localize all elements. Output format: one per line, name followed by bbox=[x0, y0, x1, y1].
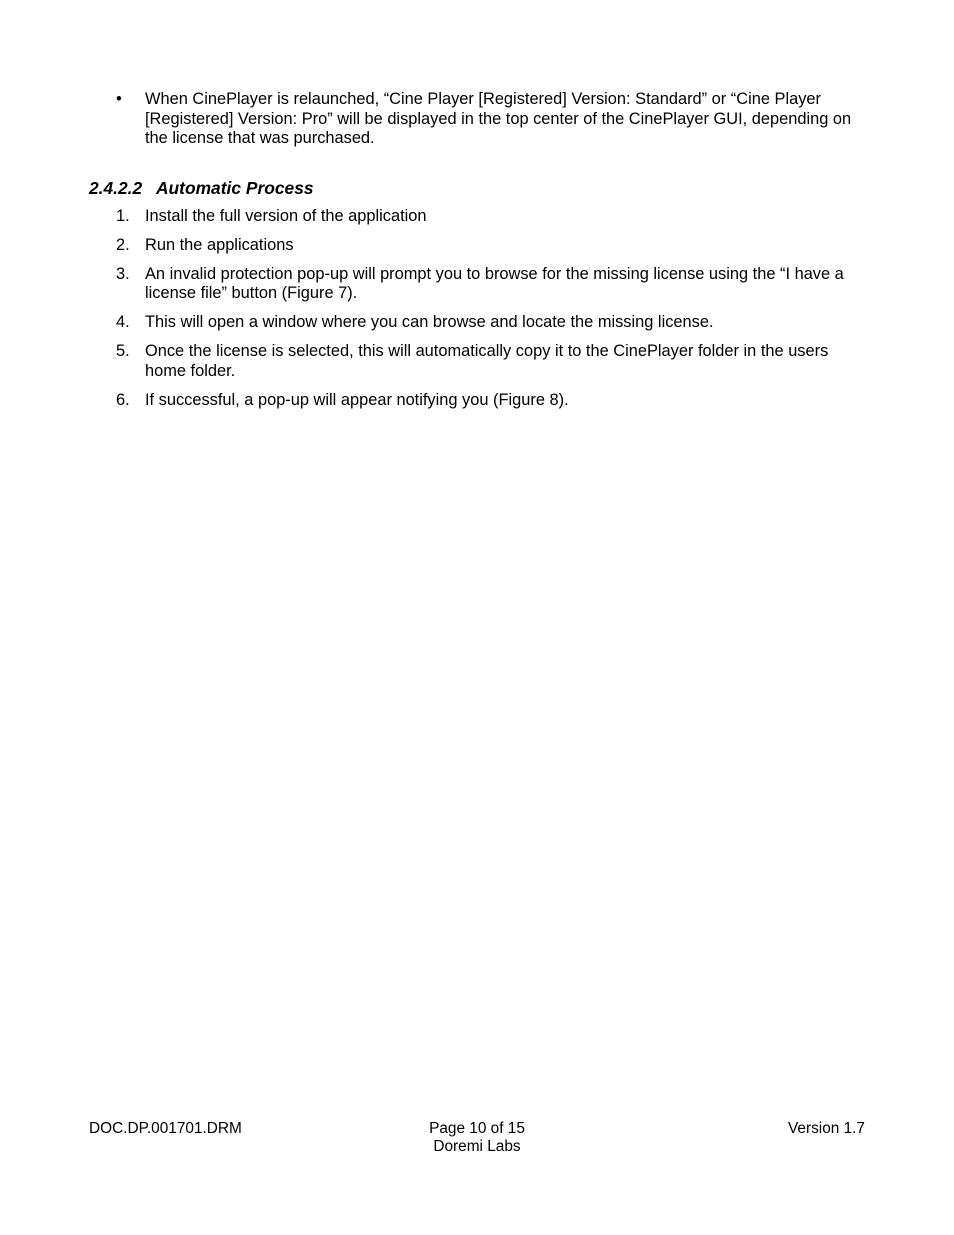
footer-center bbox=[89, 1120, 865, 1156]
footer-doc-id: DOC.DP.001701.DRM bbox=[89, 1120, 242, 1137]
step-text: Install the full version of the application bbox=[145, 206, 427, 225]
step-text: An invalid protection pop-up will prompt you to browse for the missing license using the “I have a license file” button (Figure 7). bbox=[145, 264, 844, 302]
section-title: Automatic Process bbox=[156, 177, 314, 198]
step-item bbox=[89, 391, 865, 411]
step-number: 3. bbox=[116, 264, 130, 283]
step-text: If successful, a pop-up will appear notifying you (Figure 8). bbox=[145, 390, 569, 409]
footer-page-number: Page 10 of 15 bbox=[429, 1120, 525, 1137]
step-item bbox=[89, 313, 865, 333]
step-text: Run the applications bbox=[145, 235, 294, 254]
step-item bbox=[89, 265, 865, 304]
page-content bbox=[89, 90, 865, 420]
step-number: 1. bbox=[116, 206, 130, 225]
step-number: 6. bbox=[116, 390, 130, 409]
step-item bbox=[89, 236, 865, 256]
bullet-marker: • bbox=[116, 90, 122, 108]
step-text: This will open a window where you can browse and locate the missing license. bbox=[145, 313, 714, 331]
section-number: 2.4.2.2 bbox=[89, 177, 143, 198]
step-item bbox=[89, 207, 865, 227]
step-number: 2. bbox=[116, 235, 130, 254]
bullet-list bbox=[89, 90, 865, 149]
step-number: 4. bbox=[116, 313, 130, 331]
bullet-item bbox=[89, 90, 865, 149]
step-item bbox=[89, 342, 865, 381]
steps-list bbox=[89, 207, 865, 411]
footer-version: Version 1.7 bbox=[787, 1120, 865, 1137]
step-text: Once the license is selected, this will automatically copy it to the CinePlayer folder in the users home folder. bbox=[145, 342, 829, 380]
section-heading bbox=[89, 178, 865, 199]
footer-company: Doremi Labs bbox=[433, 1138, 521, 1155]
step-number: 5. bbox=[116, 342, 130, 360]
bullet-text: When CinePlayer is relaunched, “Cine Player [Registered] Version: Standard” or “Cine Player [Registered] Version: Pro” will be displayed in the top center of the CinePlayer GUI, depending on the license that was purchased. bbox=[145, 90, 852, 147]
